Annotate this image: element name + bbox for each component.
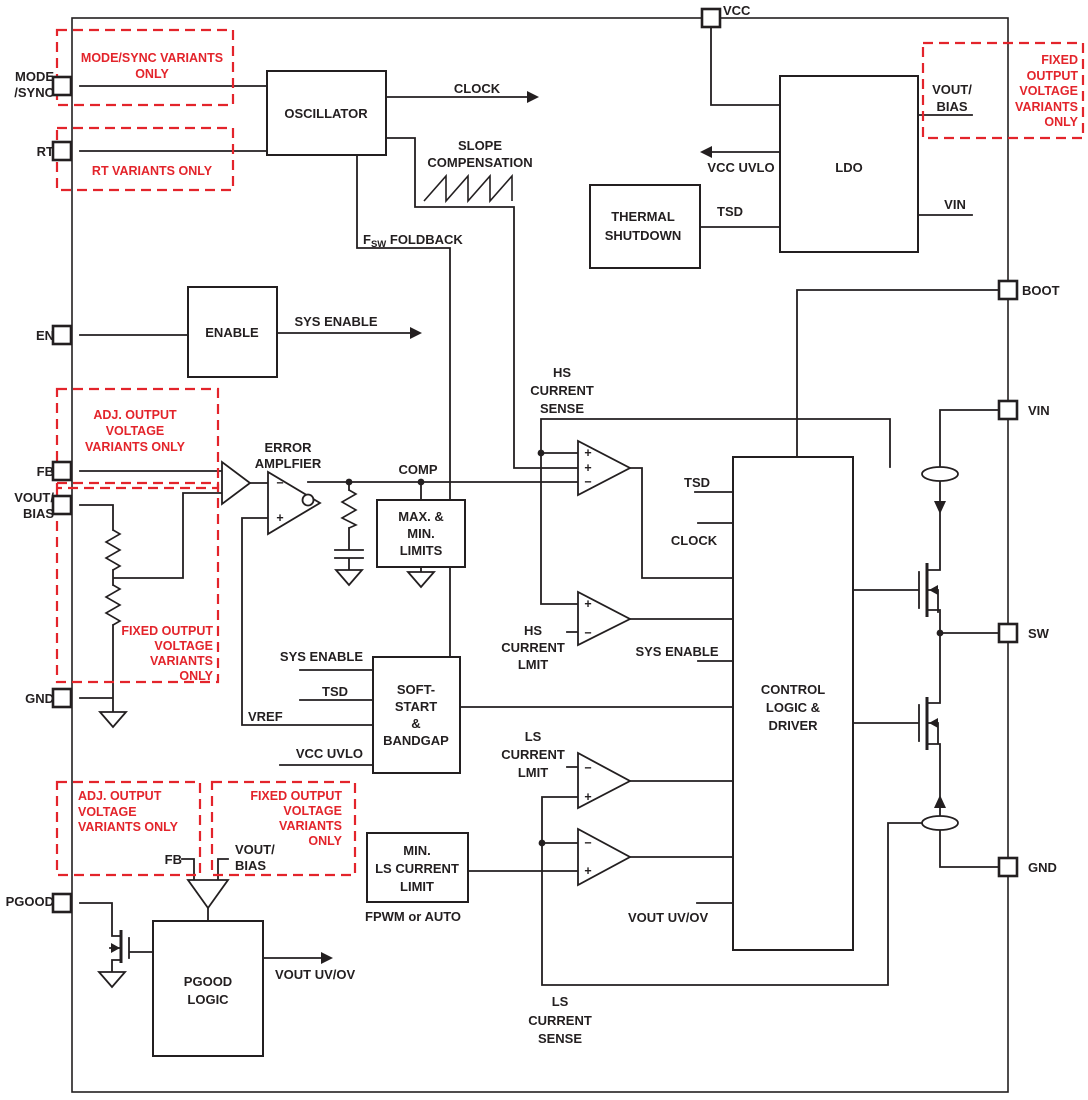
pin-label-gnd-left: GND [25, 691, 54, 706]
label-ldo-vout: VOUT/ [932, 82, 972, 97]
note-fixed-bottom-3: VARIANTS [279, 819, 342, 833]
label-clock-out: CLOCK [453, 81, 501, 96]
label-vout-uvov-pgood: VOUT UV/OV [275, 967, 356, 982]
note-adj-mid-3: VARIANTS ONLY [84, 440, 186, 454]
label-driver: DRIVER [768, 718, 818, 733]
junction-dot [538, 450, 545, 457]
label-ls-limit-3: LMIT [517, 765, 549, 780]
resistor-divider-top [106, 530, 120, 570]
label-vcc-uvlo-ss: VCC UVLO [295, 746, 363, 761]
label-slope: SLOPE [457, 138, 503, 153]
pin-vcc [702, 9, 720, 27]
pin-label-sync: /SYNC [14, 85, 54, 100]
pin-label-pgood: PGOOD [5, 894, 54, 909]
pin-label-mode: MODE [15, 69, 54, 84]
minus-sign: − [584, 761, 592, 775]
pin-rt [53, 142, 71, 160]
label-min: MIN. [407, 526, 435, 541]
junction-dot [346, 479, 353, 486]
label-pgood-logic: LOGIC [187, 992, 229, 1007]
pin-gnd-left [53, 689, 71, 707]
label-hs-limit-3: LMIT [517, 657, 549, 672]
label-vout-uvov-control: VOUT UV/OV [628, 910, 709, 925]
pin-label-fb: FB [36, 464, 54, 479]
note-rt-variants: RT VARIANTS ONLY [91, 164, 213, 178]
label-amp: & [411, 716, 421, 731]
label-fsw-foldback: $F_{SW}$ FOLDBACK [363, 232, 463, 250]
error-amplifier-output-bubble [303, 495, 314, 506]
label-thermal: THERMAL [611, 209, 675, 224]
label-control: CONTROL [760, 682, 826, 697]
plus-sign: + [584, 597, 592, 611]
label-pgood: PGOOD [183, 974, 233, 989]
note-fixed-top-3: VOLTAGE [1019, 84, 1078, 98]
label-soft: SOFT- [396, 682, 436, 697]
pin-boot [999, 281, 1017, 299]
pin-label-bias: BIAS [22, 506, 54, 521]
note-mode-sync-2: ONLY [135, 67, 169, 81]
note-fixed-top-2: OUTPUT [1026, 69, 1078, 83]
ls-current-sense-element [922, 816, 958, 830]
pin-label-vout: VOUT/ [14, 490, 54, 505]
feedback-buffer-amp [222, 462, 250, 504]
label-fpwm-auto: FPWM or AUTO [365, 909, 462, 924]
comp-resistor [342, 490, 356, 528]
label-max: MAX. & [398, 509, 444, 524]
label-min-ls-2: LS CURRENT [375, 861, 459, 876]
pin-label-rt: RT [36, 144, 54, 159]
label-hs-limit-2: CURRENT [501, 640, 565, 655]
minus-sign: − [584, 626, 592, 640]
label-hs-sense-3: SENSE [539, 401, 585, 416]
plus-sign: + [584, 461, 592, 475]
label-ldo-vin: VIN [944, 197, 966, 212]
label-vout-bottom: VOUT/ [235, 842, 275, 857]
pin-pgood [53, 894, 71, 912]
pin-vout-bias [53, 496, 71, 514]
note-mode-sync-1: MODE/SYNC VARIANTS [80, 51, 224, 65]
note-fixed-top-4: VARIANTS [1015, 100, 1078, 114]
pin-mode-sync [53, 77, 71, 95]
note-fixed-bottom-2: VOLTAGE [283, 804, 342, 818]
label-fb-bottom: FB [164, 852, 182, 867]
note-fixed-mid-4: ONLY [179, 669, 213, 683]
rt-variants-box [57, 128, 233, 190]
note-adj-bottom-1: ADJ. OUTPUT [78, 789, 162, 803]
minus-sign: − [584, 475, 592, 489]
label-sys-enable-control: SYS ENABLE [635, 644, 719, 659]
label-min-ls-1: MIN. [403, 843, 431, 858]
label-clock-control: CLOCK [670, 533, 718, 548]
note-fixed-top-5: ONLY [1044, 115, 1078, 129]
pgood-comparator [188, 880, 228, 908]
resistor-divider-bottom [106, 585, 120, 625]
label-hs-sense-2: CURRENT [530, 383, 594, 398]
plus-sign: + [584, 446, 592, 460]
note-adj-bottom-3: VARIANTS ONLY [78, 820, 179, 834]
label-compensation: COMPENSATION [427, 155, 533, 170]
label-amplfier: AMPLFIER [254, 456, 322, 471]
label-hs-limit-1: HS [523, 623, 543, 638]
plus-sign: + [584, 864, 592, 878]
junction-dot [418, 479, 425, 486]
minus-sign: − [584, 836, 592, 850]
label-limits: LIMITS [399, 543, 443, 558]
label-ls-limit-2: CURRENT [501, 747, 565, 762]
label-logic-amp: LOGIC & [765, 700, 821, 715]
label-sys-enable-out: SYS ENABLE [294, 314, 378, 329]
pin-vin [999, 401, 1017, 419]
label-vcc-uvlo-ldo: VCC UVLO [707, 160, 775, 175]
label-hs-sense-1: HS [552, 365, 572, 380]
pin-en [53, 326, 71, 344]
pin-gnd-right [999, 858, 1017, 876]
label-error: ERROR [264, 440, 312, 455]
note-adj-bottom-2: VOLTAGE [78, 805, 137, 819]
note-fixed-bottom-4: ONLY [308, 834, 342, 848]
label-ldo: LDO [835, 160, 863, 175]
label-tsd-ldo: TSD [717, 204, 743, 219]
pin-label-boot: BOOT [1022, 283, 1060, 298]
pin-sw [999, 624, 1017, 642]
label-bias-bottom: BIAS [235, 858, 267, 873]
label-tsd-ss: TSD [322, 684, 348, 699]
label-enable: ENABLE [205, 325, 259, 340]
note-adj-mid-1: ADJ. OUTPUT [93, 408, 177, 422]
label-ls-sense-3: SENSE [537, 1031, 583, 1046]
pin-label-vcc: VCC [723, 3, 751, 18]
note-fixed-top-1: FIXED [1041, 53, 1078, 67]
label-ls-sense-1: LS [551, 994, 569, 1009]
hs-current-sense-element [922, 467, 958, 481]
label-shutdown: SHUTDOWN [604, 228, 682, 243]
plus-sign: + [276, 511, 284, 525]
pin-fb [53, 462, 71, 480]
label-ls-limit-1: LS [524, 729, 542, 744]
label-comp: COMP [398, 462, 438, 477]
slope-compensation-waveform [424, 176, 512, 201]
label-vref: VREF [248, 709, 283, 724]
note-fixed-mid-1: FIXED OUTPUT [121, 624, 213, 638]
junction-dot [937, 630, 944, 637]
label-oscillator: OSCILLATOR [284, 106, 368, 121]
adj-output-variants-box-mid [57, 389, 218, 488]
label-min-ls-3: LIMIT [400, 879, 434, 894]
pin-label-sw: SW [1028, 626, 1049, 641]
pin-label-vin: VIN [1028, 403, 1050, 418]
junction-dot [539, 840, 546, 847]
pin-label-gnd-right: GND [1028, 860, 1057, 875]
pin-label-en: EN [35, 328, 54, 343]
label-start: START [394, 699, 438, 714]
note-adj-mid-2: VOLTAGE [105, 424, 165, 438]
label-tsd-control: TSD [684, 475, 710, 490]
label-ldo-bias: BIAS [936, 99, 968, 114]
label-sys-enable-ss: SYS ENABLE [279, 649, 363, 664]
plus-sign: + [584, 790, 592, 804]
soft-start-bandgap-block [373, 657, 460, 773]
label-bandgap: BANDGAP [383, 733, 449, 748]
note-fixed-mid-3: VARIANTS [150, 654, 213, 668]
note-fixed-mid-2: VOLTAGE [154, 639, 213, 653]
minus-sign: − [276, 476, 284, 490]
label-ls-sense-2: CURRENT [528, 1013, 592, 1028]
thermal-shutdown-block [590, 185, 700, 268]
note-fixed-bottom-1: FIXED OUTPUT [250, 789, 342, 803]
